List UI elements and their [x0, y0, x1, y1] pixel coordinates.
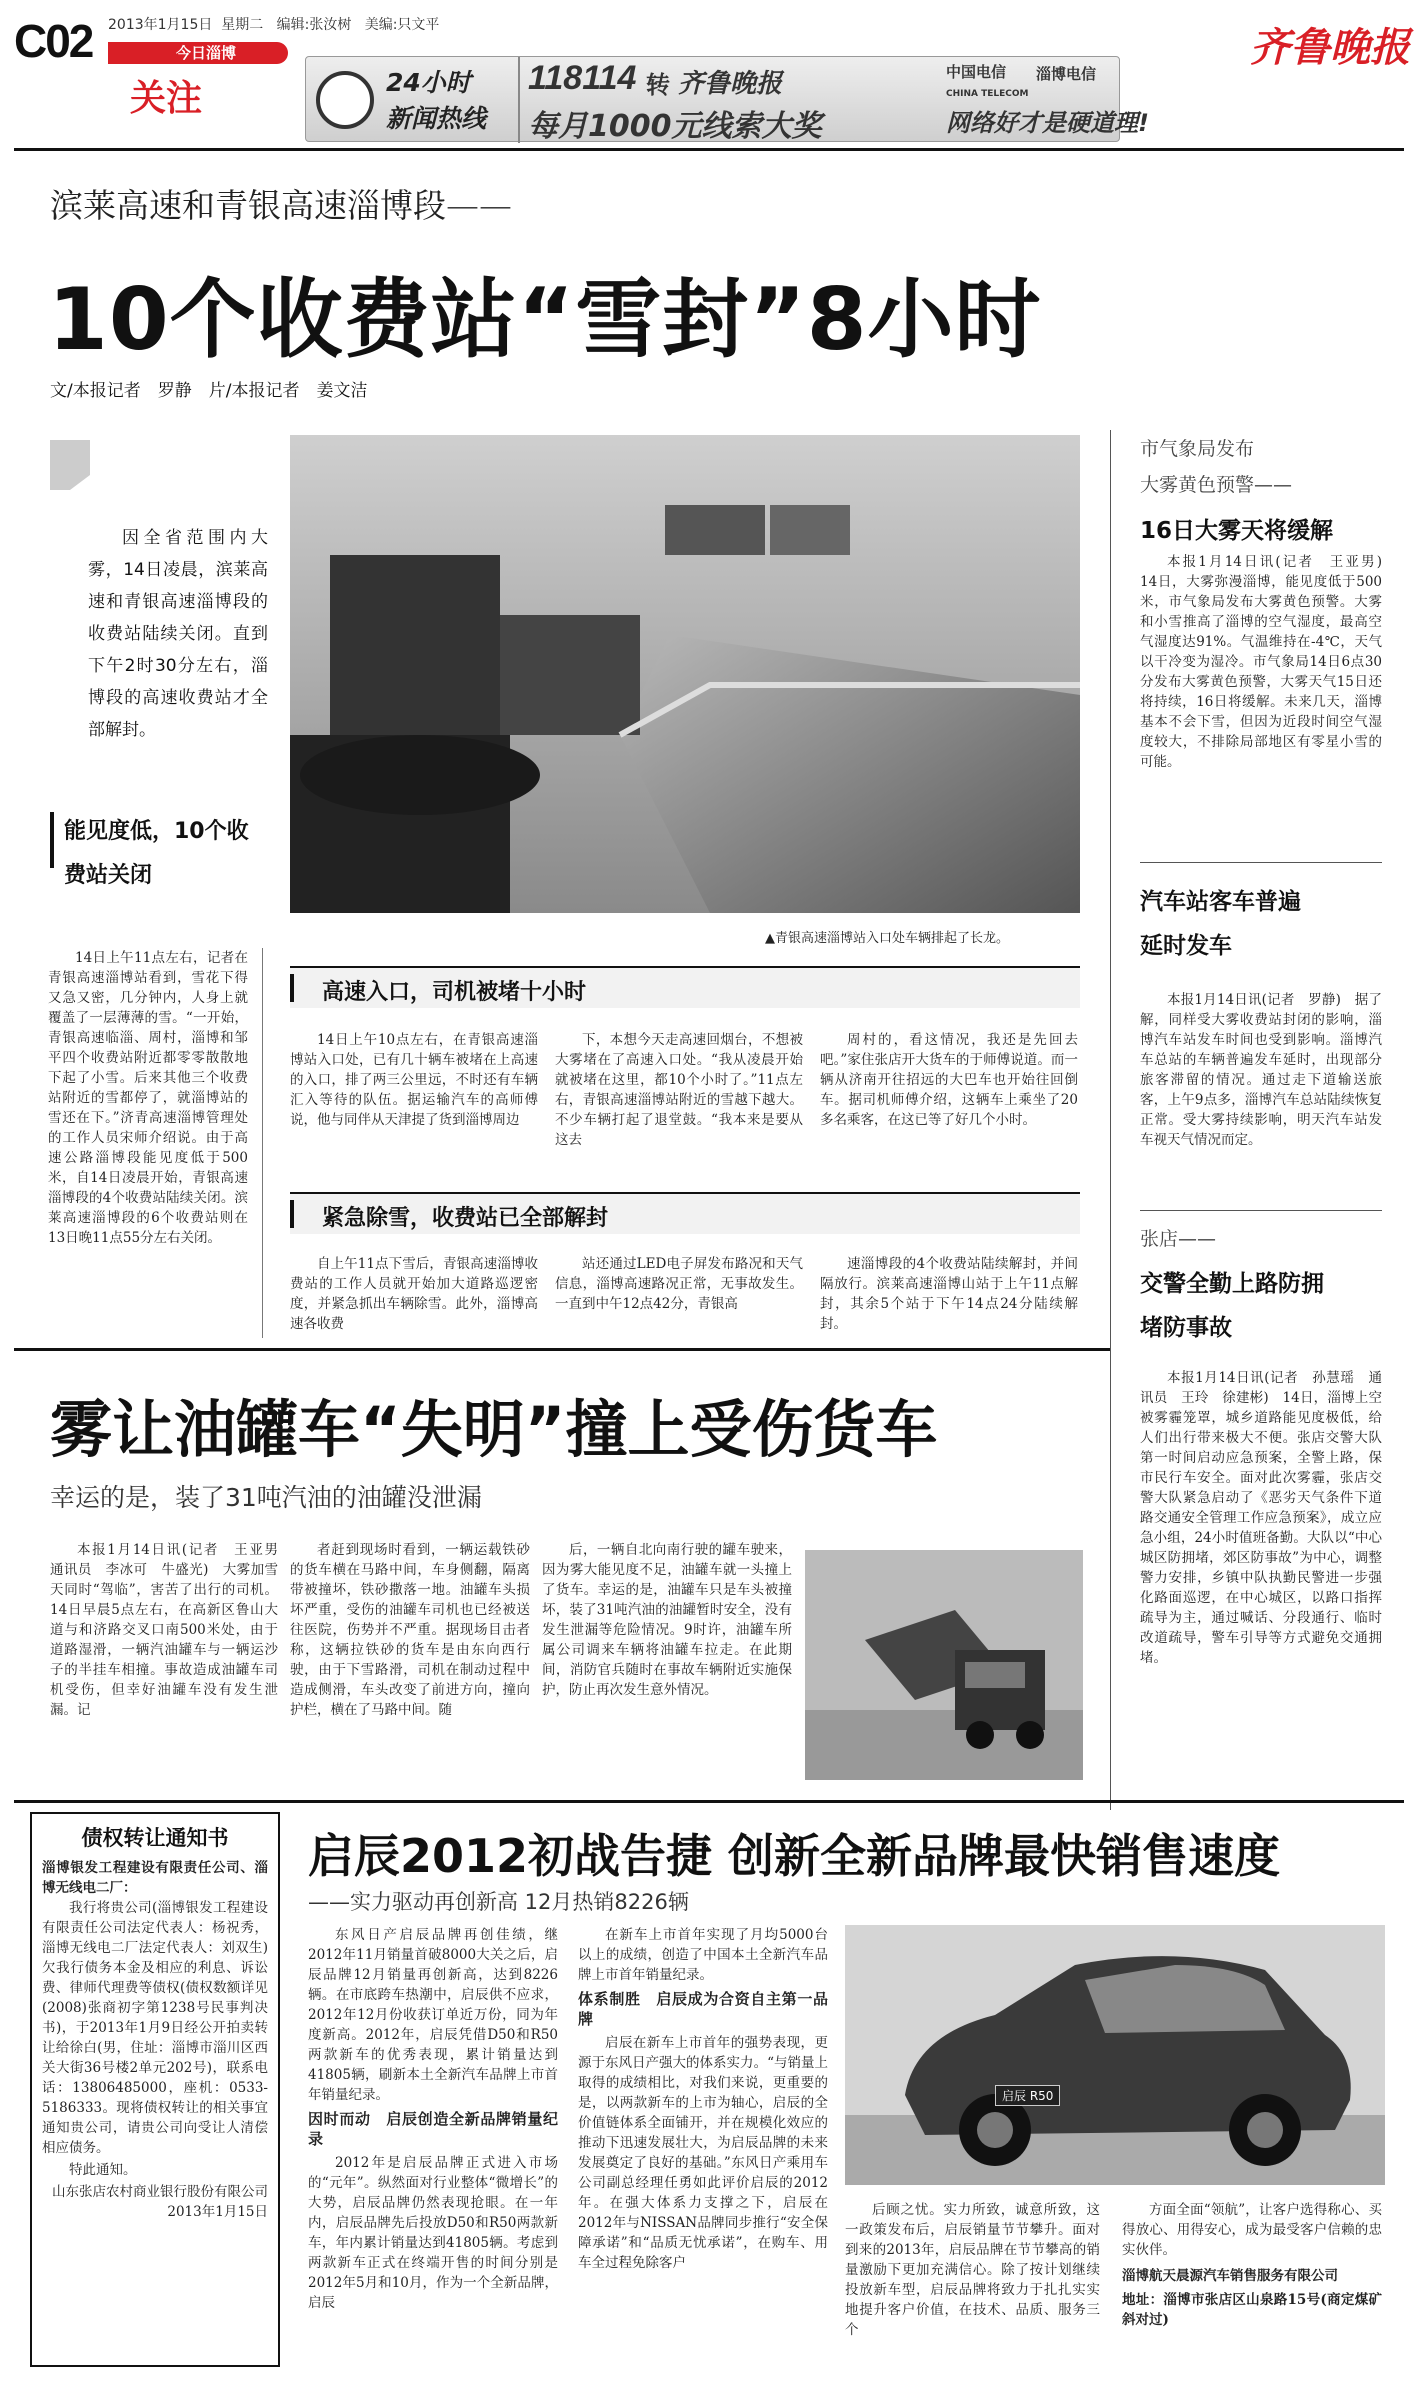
hotline-number: 118114 [528, 59, 637, 97]
weather-body: 本报1月14日讯(记者 王亚男) 14日，大雾弥漫淄博，能见度低于500米，市气象局发布大雾黄色预警。大雾和小雪推高了淄博的空气湿度，最高空气湿度达91%。气温维持在-4℃，天气以干冷变为湿冷。市气象局14日6点30分发布大雾黄色预警，大雾天气15日还将持续，16日将缓解。未来几天，淄博基本不会下雪，但因为近段时间空气湿度较大，不排除局部地区有零星小雪的可能。 [1140, 554, 1396, 770]
weather-kicker1: 市气象局发布 [1140, 438, 1255, 460]
telecom-logo: 中国电信 CHINA TELECOM [946, 63, 1029, 99]
s3-col3: 速淄博段的4个收费站陆续解封，并间隔放行。滨莱高速淄博山站于上午11点解封，其余5个站于下午14点24分陆续解封。 [820, 1256, 1078, 1332]
police-headline: 交警全勤上路防拥堵防事故 [1140, 1271, 1324, 1341]
photo-caption: ▲青银高速淄博站入口处车辆排起了长龙。 [765, 931, 1009, 946]
toll-station-image [290, 435, 1080, 913]
hotline-bottom: 新闻热线 [386, 104, 487, 133]
ad-headline: 启辰2012初战告捷 创新全新品牌最快销售速度 [308, 1829, 1281, 1883]
lead-intro: 因全省范围内大雾，14日凌晨，滨莱高速和青银高速淄博段的收费站陆续关闭。直到下午2时30分左右，淄博段的高速收费站才全部解封。 [88, 528, 268, 740]
ad-address: 地址：淄博市张店区山泉路15号(商定煤矿斜对过) [1122, 2292, 1382, 2328]
accident-image [805, 1550, 1083, 1780]
story2-col1: 本报1月14日讯(记者 王亚男 通讯员 李冰可 牛盛光) 大雾加雪天同时“驾临”，害苦了出行的司机。14日早晨5点左右，在高新区鲁山大道与和济路交叉口南500米处，由于道路湿滑，一辆汽油罐车与一辆运沙子的半挂车相撞。事故造成油罐车司机受伤，但幸好油罐车没有发生泄漏。记 [50, 1542, 292, 1718]
masthead-logo: 齐鲁晚报 [1250, 24, 1410, 71]
editor-credit: 编辑:张汝树 [276, 17, 352, 33]
debt-notice [30, 1812, 280, 2367]
story2-headline: 雾让油罐车“失明”撞上受伤货车 [50, 1393, 938, 1466]
story2-col3: 后，一辆自北向南行驶的罐车驶来，因为雾大能见度不足，油罐车就一头撞上了货车。幸运的是，油罐车只是车头被撞坏，装了31吨汽油的油罐暂时安全，没有发生泄漏等危险情况。9时许，油罐车所属公司调来车辆将油罐车拉走。在此期间，消防官兵随时在事故车辆附近实施保护，防止再次发生意外情况。 [542, 1542, 792, 1698]
issue-info [108, 14, 439, 34]
s2-col3: 周村的，看这情况，我还是先回去吧。”家住张店开大货车的于师傅说道。而一辆从济南开往招远的大巴车也开始往回倒车。据司机师傅介绍，这辆车上乘坐了20多名乘客，在这已等了好几个小时。 [820, 1032, 1078, 1128]
hotline-banner [305, 56, 1149, 144]
prize-text: 每月1000元线索大奖 [528, 109, 822, 144]
notice-addressee: 淄博银发工程建设有限责任公司、淄博无线电二厂： [42, 1860, 268, 1896]
issue-weekday: 星期二 [221, 17, 264, 33]
s3-col1: 自上午11点下雪后，青银高速淄博收费站的工作人员就开始加大道路巡逻密度，并紧急抓出车辆除雪。此外，淄博高速各收费 [290, 1256, 538, 1332]
s3-col2: 站还通过LED电子屏发布路况和天气信息，淄博高速路况正常，无事故发生。一直到中午12点42分，青银高 [555, 1256, 803, 1312]
subhead3-box [290, 1192, 1080, 1234]
weather-kicker2: 大雾黄色预警—— [1140, 474, 1293, 496]
notice-date: 2013年1月15日 [167, 2204, 268, 2220]
grey-block [50, 440, 90, 490]
notice-signer: 山东张店农村商业银行股份有限公司 [52, 2184, 268, 2200]
section-tag: 今日淄博 [108, 42, 288, 64]
zibo-telecom-logo: 淄博电信 [1036, 65, 1097, 83]
ad-subhead: ——实力驱动再创新高 12月热销8226辆 [308, 1890, 689, 1914]
telecom-slogan: 网络好才是硬道理! [946, 109, 1149, 137]
ad-col2: 在新车上市首年实现了月均5000台以上的成绩，创造了中国本土全新汽车品牌上市首年销量纪录。 体系制胜 启辰成为合资自主第一品牌 启辰在新车上市首年的强势表现，更源于东风日产强大的体系实力。“与销量上取得的成绩相比，对我们来说，更重要的是，以两款新车的上市为轴心，启辰的全价值链体系全面铺开，并在规模化效应的推动下迅速发展壮大，为启辰品牌的未来发展奠定了良好的基础。”东风日产乘用车公司副总经理任勇如此评价启辰的2012年。在强大体系力支撑之下，启辰在2012年与NISSAN品牌同步推行“安全保障承诺”和“品质无忧承诺”，在购车、用车全过程免除客户 [578, 1927, 828, 2271]
transfer-label: 转 [646, 71, 670, 99]
truck-accident-photo [805, 1550, 1083, 1780]
notice-closing: 特此通知。 [69, 2162, 137, 2178]
car-badge: 启辰 R50 [995, 2085, 1060, 2106]
ad-col1: 东风日产启辰品牌再创佳绩，继2012年11月销量首破8000大关之后，启辰品牌12月销量再创新高，达到8226辆。在市底跨车热潮中，启辰供不应求，2012年12月份收获订单近万份，同为年度新高。2012年，启辰凭借D50和R50两款新车的优秀表现，累计销量达到41805辆，刷新本土全新汽车品牌上市首年销量纪录。 因时而动 启辰创造全新品牌销量纪录 2012年是启辰品牌正式进入市场的“元年”。纵然面对行业整体“微增长”的大势，启辰品牌仍然表现抢眼。在一年内，启辰品牌先后投放D50和R50两款新车，年内累计销量达到41805辆。考虑到两款新车正式在终端开售的时间分别是2012年5月和10月，作为一个全新品牌，启辰 [308, 1927, 558, 2311]
toll-station-photo [290, 435, 1080, 913]
hotline-top: 24小时 [386, 68, 471, 97]
banner-paper-logo: 齐鲁晚报 [678, 69, 783, 99]
ad-dealer: 淄博航天晨源汽车销售服务有限公司 [1122, 2268, 1338, 2284]
s2-col1: 14日上午10点左右，在青银高速淄博站入口处，已有几十辆车被堵在上高速的入口，排了两三公里远，不时还有车辆汇入等待的队伍。据运输汽车的高师傅说，他与同伴从天津提了货到淄博周边 [290, 1032, 538, 1128]
notice-title: 债权转让通知书 [81, 1826, 229, 1850]
subhead-visibility: 能见度低，10个收费站关闭 [64, 819, 249, 888]
subhead-bar [50, 812, 54, 868]
ad-subhead1: 因时而动 启辰创造全新品牌销量纪录 [308, 2110, 558, 2148]
story2-col2: 者赶到现场时看到，一辆运载铁砂的货车横在马路中间，车身侧翻，隔离带被撞坏，铁砂撒落一地。油罐车头损坏严重，受伤的油罐车司机也已经被送往医院，伤势并不严重。据现场目击者称，这辆拉铁砂的货车是由东向西行驶，由于下雪路滑，司机在制动过程中造成侧滑，车头改变了前进方向，撞向护栏，横在了马路中间。随 [290, 1542, 530, 1718]
police-body: 本报1月14日讯(记者 孙慧瑶 通讯员 王玲 徐建彬) 14日，淄博上空被雾霾笼罩，城乡道路能见度极低，给人们出行带来极大不便。张店交警大队第一时间启动应急预案，全警上路，保市民行车安全。面对此次雾霾，张店交警大队紧急启动了《恶劣天气条件下道路交通安全管理工作应急预案》，成立应急小组，24小时值班备勤。大队以“中心城区防拥堵，郊区防事故”为中心，调整警力安排，乡镇中队执勤民警进一步强化路面巡逻，在中心城区，以路口指挥疏导为主，通过喊话、分段通行、临时改道疏导，警车引导等方式避免交通拥堵。 [1140, 1370, 1382, 1666]
weather-headline: 16日大雾天将缓解 [1140, 518, 1334, 544]
s2-col2: 下，本想今天走高速回烟台，不想被大雾堵在了高速入口处。“我从凌晨开始就被堵在这里，都10个小时了。”11点左右，青银高速淄博站附近的雪越下越大。不少车辆打起了退堂鼓。“我本来是要从这去 [555, 1032, 803, 1148]
subhead2-box [290, 966, 1080, 1008]
lead-headline: 10个收费站“雪封”8小时 [48, 270, 1042, 370]
car-photo [845, 1925, 1385, 2185]
ad-col3: 后顾之忧。实力所致，诚意所致，这一政策发布后，启辰销量节节攀升。面对到来的2013年，启辰品牌在节节攀高的销量激励下更加充满信心。除了按计划继续投放新车型，启辰品牌将致力于扎扎实实地提升客户价值，在技术、品质、服务三个 [845, 2202, 1100, 2338]
car-image [845, 1925, 1385, 2185]
header-rule [14, 148, 1404, 151]
issue-date: 2013年1月15日 [108, 17, 213, 33]
page-number: C02 [14, 15, 93, 67]
phone-icon [316, 71, 374, 129]
designer-credit: 美编:只文平 [364, 17, 440, 33]
lead-kicker: 滨莱高速和青银高速淄博段—— [50, 186, 512, 225]
section-title: 关注 [130, 78, 203, 119]
story2-subhead: 幸运的是，装了31吨汽油的油罐没泄漏 [50, 1483, 482, 1512]
lead-byline: 文/本报记者 罗静 片/本报记者 姜文洁 [50, 381, 368, 401]
police-kicker: 张店—— [1140, 1228, 1217, 1250]
bus-body: 本报1月14日讯(记者 罗静) 据了解，同样受大雾收费站封闭的影响，淄博汽车站发车时间也受到影响。淄博汽车总站的车辆普遍发车延时，出现部分旅客滞留的情况。通过走下道输送旅客，上午9点多，淄博汽车总站陆续恢复正常。受大雾持续影响，明天汽车站发车视天气情况而定。 [1140, 992, 1382, 1148]
subhead-blocked: 高速入口，司机被堵十小时 [322, 980, 587, 1005]
ad-col4: 方面全面“领航”，让客户选得称心、买得放心、用得安心，成为最受客户信赖的忠实伙伴。 淄博航天晨源汽车销售服务有限公司 地址：淄博市张店区山泉路15号(商定煤矿斜对过) [1122, 2202, 1382, 2328]
bus-headline: 汽车站客车普遍延时发车 [1140, 889, 1301, 959]
lead-col1: 14日上午11点左右，记者在青银高速淄博站看到，雪花下得又急又密，几分钟内，人身上就覆盖了一层薄薄的雪。“一开始，青银高速临淄、周村，淄博和邹平四个收费站附近都零零散散地下起了小雪。后来其他三个收费站附近的雪都停了，就淄博站的雪还在下。”济青高速淄博管理处的工作人员宋师介绍说。由于高速公路淄博段能见度低于500米，自14日凌晨开始，青银高速淄博段的4个收费站陆续关闭。滨莱高速淄博段的6个收费站则在13日晚11点55分左右关闭。 [48, 950, 248, 1246]
ad-subhead2: 体系制胜 启辰成为合资自主第一品牌 [578, 1990, 828, 2028]
notice-body: 我行将贵公司(淄博银发工程建设有限责任公司法定代表人：杨祝秀，淄博无线电二厂法定代表人：刘双生)欠我行债务本金及相应的利息、诉讼费、律师代理费等债权(债权数额详见(2008)张商初字第1238号民事判决书)，于2013年1月9日经公开拍卖转让给徐白(男，住址：淄博市淄川区西关大街36号楼2单元202号)，联系电话：13806485000，座机：0533-5186333。现将债权转让的相关事宜通知贵公司，请贵公司向受让人清偿相应债务。 [42, 1900, 268, 2156]
subhead-unsealed: 紧急除雪，收费站已全部解封 [322, 1206, 609, 1231]
